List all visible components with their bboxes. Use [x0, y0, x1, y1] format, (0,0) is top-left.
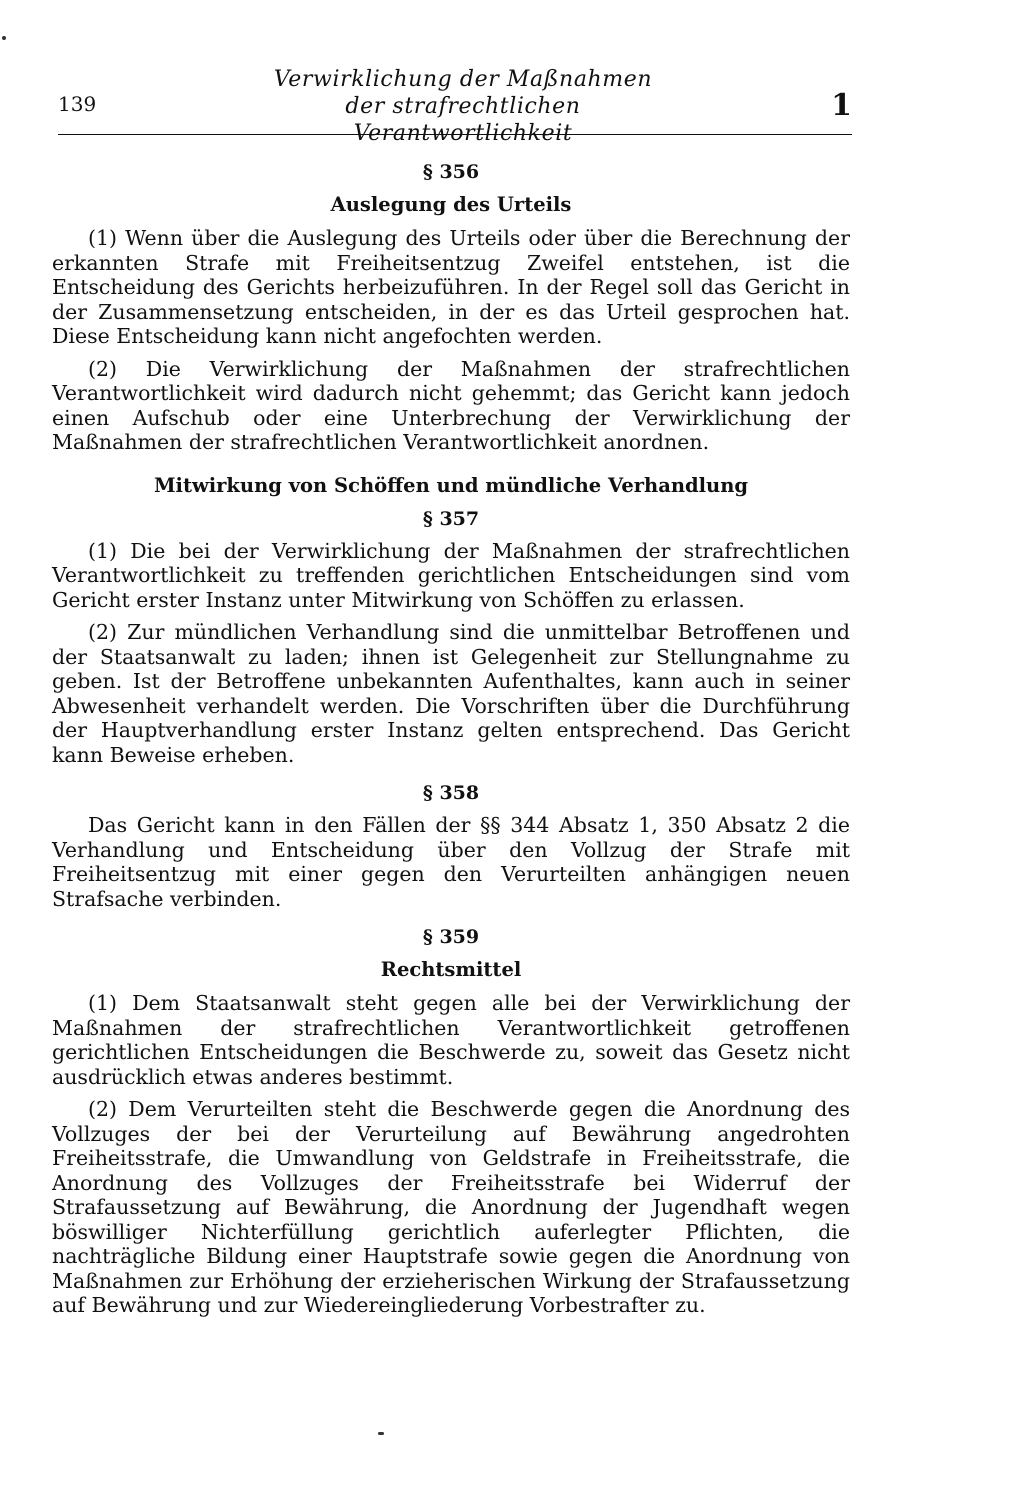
running-head-line-2: der strafrechtlichen Verantwortlichkeit [345, 94, 581, 146]
paragraph-359-number: § 359 [422, 926, 480, 948]
paragraph-356-title: Auslegung des Urteils [330, 193, 572, 216]
header-rule [58, 134, 852, 135]
scan-speck [2, 36, 6, 40]
paragraph-358-text: Das Gericht kann in den Fällen der §§ 344 Absatz 1, 350 Absatz 2 die Verhandlung und Entscheidung über den Vollzug der Strafe mit Freiheitsentzug mit einer gegen den Verurteilten anhängigen neuen Strafsache verbinden. [52, 813, 850, 911]
paragraph-356-subsection-2: (2) Die Verwirklichung der Maßnahmen der strafrechtlichen Verantwortlichkeit wird dadurch nicht gehemmt; das Gericht kann jedoch einen Aufschub oder eine Unterbrechung der Verwirklichung der Maßnahmen der strafrechtlichen Verantwortlichkeit anordnen. [52, 356, 850, 454]
paragraph-357-number: § 357 [422, 507, 480, 530]
scan-speck [378, 1432, 384, 1435]
page-body [52, 160, 850, 1318]
running-head-line-1: Verwirklichung der Maßnahmen [273, 67, 653, 92]
paragraph-359-title: Rechtsmittel [380, 958, 522, 981]
paragraph-357-subsection-1: (1) Die bei der Verwirklichung der Maßnahmen der strafrechtlichen Verantwortlichkeit zu treffenden gerichtlichen Entscheidungen sind vom Gericht erster Instanz unter Mitwirkung von Schöffen zu erlassen. [52, 538, 850, 612]
group-heading-mitwirkung: Mitwirkung von Schöffen und mündliche Verhandlung [153, 473, 749, 497]
paragraph-359-subsection-1: (1) Dem Staatsanwalt steht gegen alle bei der Verwirklichung der Maßnahmen der strafrechtlichen Verantwortlichkeit getroffenen gerichtlichen Entscheidungen die Beschwerde zu, soweit das Gesetz nicht ausdrücklich etwas anderes bestimmt. [52, 991, 850, 1089]
paragraph-356-number: § 356 [422, 161, 480, 183]
section-number: 1 [831, 88, 852, 123]
paragraph-357-subsection-2: (2) Zur mündlichen Verhandlung sind die unmittelbar Betroffenen und der Staatsanwalt zu laden; ihnen ist Gelegenheit zur Stellungnahme zu geben. Ist der Betroffene unbekannten Aufenthaltes, kann auch in seiner Abwesenheit verhandelt werden. Die Vorschriften über die Durchführung der Hauptverhandlung erster Instanz gelten entsprechend. Das Gericht kann Beweise erheben. [52, 620, 850, 767]
paragraph-359-subsection-2: (2) Dem Verurteilten steht die Beschwerde gegen die Anordnung des Vollzuges der bei der Verurteilung auf Bewährung angedrohten Freiheitsstrafe, die Umwandlung von Geldstrafe in Freiheitsstrafe, die Anordnung des Vollzuges der Freiheitsstrafe bei Widerruf der Strafaussetzung auf Bewährung, die Anordnung der Jugendhaft wegen böswilliger Nichterfüllung gerichtlich auferlegter Pflichten, die nachträgliche Bildung einer Hauptstrafe sowie gegen die Anordnung von Maßnahmen zur Erhöhung der erzieherischen Wirkung der Strafaussetzung auf Bewährung und zur Wiedereingliederung Vorbestrafter zu. [52, 1097, 850, 1317]
paragraph-358-number: § 358 [422, 782, 480, 804]
page-header [58, 66, 852, 146]
paragraph-356-subsection-1: (1) Wenn über die Auslegung des Urteils oder über die Berechnung der erkannten Strafe mit Freiheitsentzug Zweifel entstehen, ist die Entscheidung des Gerichts herbeizuführen. In der Regel soll das Gericht in der Zusammensetzung entscheiden, in der es das Urteil gesprochen hat. Diese Entscheidung kann nicht angefochten werden. [52, 226, 850, 348]
page-number: 139 [58, 92, 97, 116]
